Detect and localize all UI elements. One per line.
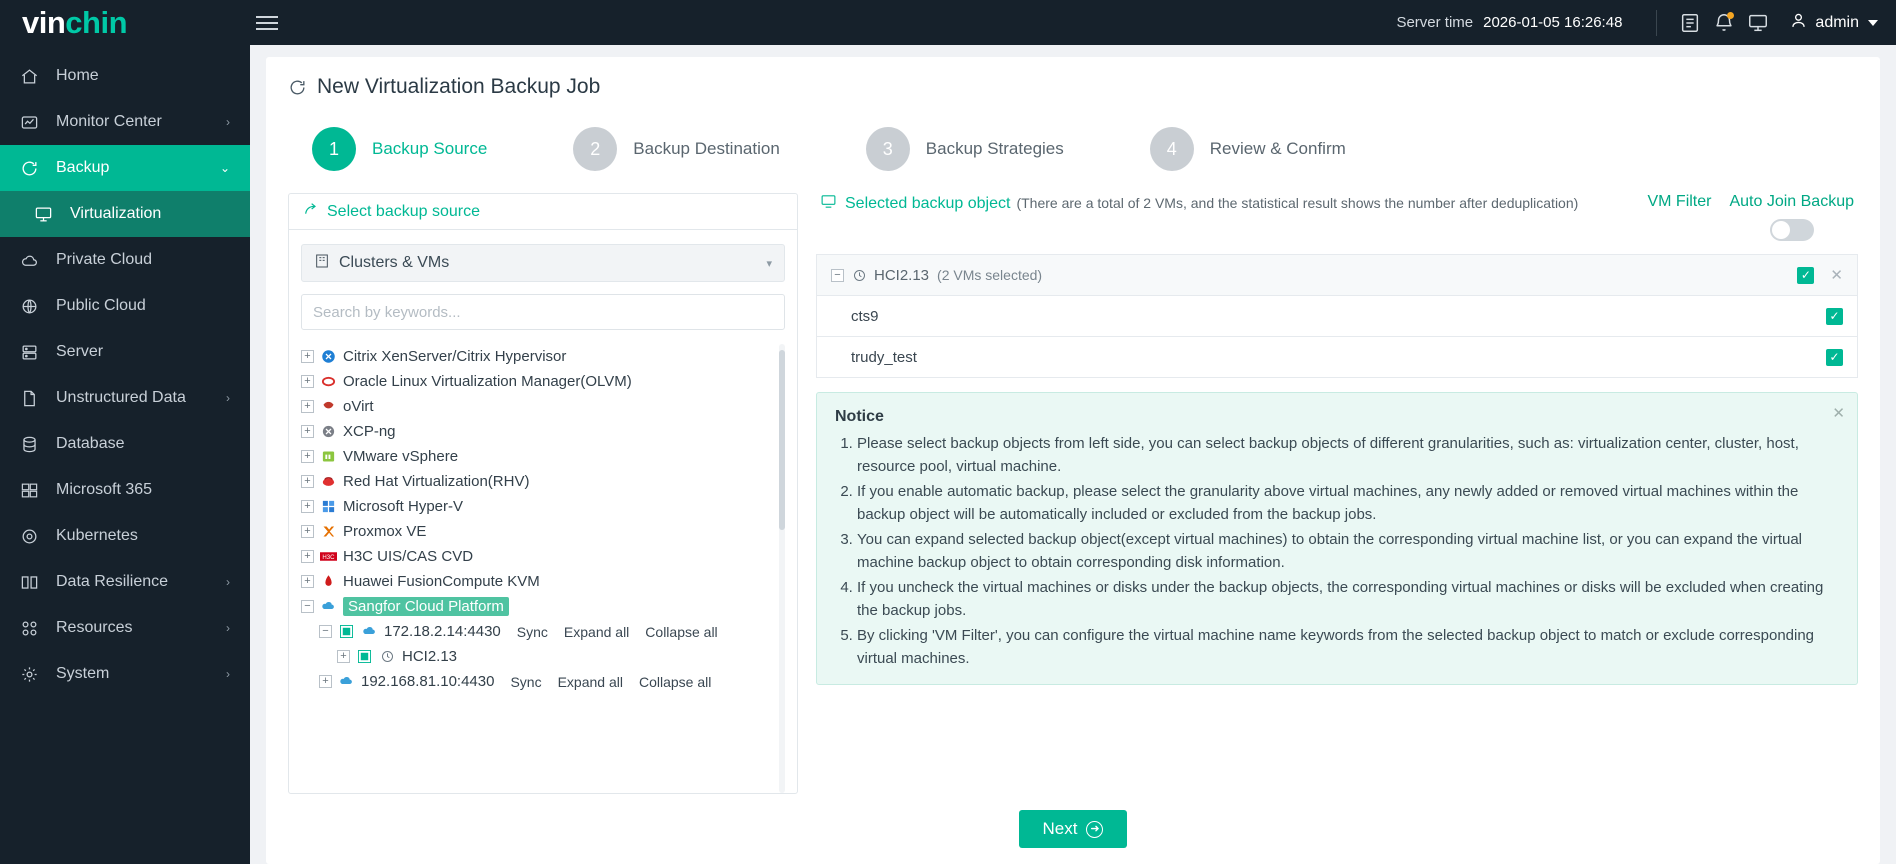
expand-icon[interactable]: +: [301, 450, 314, 463]
tree-label: Huawei FusionCompute KVM: [343, 573, 540, 590]
sidebar-item-home[interactable]: [0, 53, 250, 99]
group-checkbox[interactable]: ✓: [1797, 267, 1814, 284]
sidebar-item-label: Database: [56, 435, 125, 452]
ovirt-icon: [320, 398, 337, 415]
select-backup-source-label: Select backup source: [327, 202, 480, 220]
notice-title: Notice: [835, 408, 884, 425]
backup-icon: [20, 159, 46, 178]
step-label: Review & Confirm: [1209, 139, 1346, 158]
group-label: HCI2.13: [874, 266, 930, 284]
expand-icon[interactable]: +: [301, 575, 314, 588]
vm-checkbox[interactable]: ✓: [1826, 349, 1843, 366]
sidebar-item-label: Unstructured Data: [56, 389, 186, 406]
wizard-footer: [288, 794, 1858, 864]
auto-join-backup-group: [1729, 193, 1854, 241]
sidebar-item-monitor-center[interactable]: [0, 99, 250, 145]
source-type-value: Clusters & VMs: [339, 254, 450, 271]
collapse-icon[interactable]: −: [319, 625, 332, 638]
cluster-vm-icon: [314, 253, 330, 274]
auto-join-backup-toggle[interactable]: [1770, 219, 1814, 241]
brand-text-vin: vin: [22, 4, 66, 40]
page-title-text: New Virtualization Backup Job: [317, 75, 601, 98]
scrollbar-thumb[interactable]: [779, 350, 785, 530]
tree-label: 192.168.81.10:4430: [361, 673, 495, 690]
sidebar-item-database[interactable]: [0, 421, 250, 467]
selected-backup-object-header: [816, 193, 1858, 241]
selected-vm-row[interactable]: [816, 295, 1858, 337]
expand-icon[interactable]: +: [301, 500, 314, 513]
sidebar-item-data-resilience[interactable]: [0, 559, 250, 605]
collapse-all-link[interactable]: Collapse all: [638, 673, 712, 690]
host-icon: [361, 623, 378, 640]
sidebar-item-server[interactable]: [0, 329, 250, 375]
notice-box: [816, 392, 1858, 685]
sidebar-item-label: Home: [56, 67, 99, 84]
chevron-right-icon: ›: [226, 391, 230, 405]
admin-menu[interactable]: [1789, 11, 1878, 35]
tree-row[interactable]: [301, 544, 775, 569]
tree-label: Sangfor Cloud Platform: [343, 597, 509, 616]
sidebar-item-label: Server: [56, 343, 104, 360]
sidebar-item-label: Private Cloud: [56, 251, 153, 268]
olvm-icon: [320, 373, 337, 390]
selected-vm-row[interactable]: [816, 336, 1858, 378]
close-icon[interactable]: ✕: [1832, 405, 1845, 422]
tree-label: Red Hat Virtualization(RHV): [343, 473, 530, 490]
selected-backup-object-panel: [816, 193, 1858, 794]
database-icon: [20, 435, 46, 454]
admin-label: admin: [1815, 13, 1859, 31]
step-number: 1: [312, 127, 356, 171]
notice-item: 3. You can expand selected backup object(except virtual machines) to obtain the corresponding virtual machine list, or you can expand the virtual machine backup object to obtain corresponding disk information.: [857, 528, 1839, 574]
select-backup-source-header: [289, 194, 797, 230]
source-type-select[interactable]: [301, 244, 785, 282]
group-count: (2 VMs selected): [937, 267, 1043, 283]
monitor-center-icon: [20, 113, 46, 132]
checkbox-icon[interactable]: [356, 648, 373, 665]
expand-icon[interactable]: +: [301, 525, 314, 538]
server-time-value: 2026-01-05 16:26:48: [1483, 14, 1623, 31]
tree-row[interactable]: [301, 619, 775, 644]
tree-row[interactable]: [301, 469, 775, 494]
step-backup-strategies[interactable]: [866, 127, 1064, 171]
right-header-actions: [1647, 193, 1854, 241]
tree-row[interactable]: [301, 594, 775, 619]
expand-all-link[interactable]: Expand all: [557, 673, 623, 690]
sidebar-item-label: Resources: [56, 619, 133, 636]
virtualization-icon: [34, 205, 60, 224]
expand-icon[interactable]: +: [301, 375, 314, 388]
chevron-right-icon: ›: [226, 575, 230, 589]
expand-icon[interactable]: +: [301, 400, 314, 413]
vm-label: cts9: [851, 307, 879, 325]
wizard-steps: [288, 109, 1858, 193]
brand-text-chin: chin: [65, 4, 128, 40]
step-label: Backup Destination: [633, 139, 780, 158]
auto-join-backup-label: Auto Join Backup: [1729, 193, 1854, 210]
microsoft365-icon: [20, 481, 46, 500]
tree-label: XCP-ng: [343, 423, 396, 440]
wizard-panel: [266, 57, 1880, 864]
tree-row[interactable]: [301, 494, 775, 519]
top-bar-right: [1396, 6, 1896, 40]
tree-label: oVirt: [343, 398, 374, 415]
chevron-right-icon: ›: [226, 667, 230, 681]
sidebar-item-system[interactable]: [0, 651, 250, 697]
expand-icon[interactable]: +: [301, 350, 314, 363]
sidebar-item-label: Public Cloud: [56, 297, 146, 314]
chevron-right-icon: ›: [226, 115, 230, 129]
sidebar-item-backup[interactable]: [0, 145, 250, 191]
remove-icon[interactable]: ✕: [1830, 267, 1843, 284]
chevron-down-icon: ▾: [766, 257, 772, 270]
data-resilience-icon: [20, 573, 46, 592]
tree-row[interactable]: [301, 419, 775, 444]
search-input[interactable]: [301, 294, 785, 330]
step-backup-destination[interactable]: [573, 127, 779, 171]
expand-icon[interactable]: +: [301, 425, 314, 438]
report-icon[interactable]: [1673, 6, 1707, 40]
share-icon: [303, 201, 319, 222]
select-backup-source-body: [289, 230, 797, 793]
notice-list: [835, 432, 1839, 670]
monitor-icon[interactable]: [1741, 6, 1775, 40]
expand-all-link[interactable]: Expand all: [563, 623, 630, 640]
sidebar-item-microsoft-365[interactable]: [0, 467, 250, 513]
menu-icon[interactable]: [256, 16, 278, 30]
collapse-icon[interactable]: −: [301, 600, 314, 613]
vm-filter-link[interactable]: VM Filter: [1647, 193, 1712, 210]
proxmox-icon: [320, 523, 337, 540]
sidebar: [0, 45, 250, 864]
bell-icon[interactable]: [1707, 6, 1741, 40]
chevron-down-icon: [1868, 20, 1878, 26]
server-time-label: Server time: [1396, 14, 1474, 31]
sidebar-item-virtualization[interactable]: [0, 191, 250, 237]
body-wrap: [0, 45, 1896, 864]
sidebar-item-kubernetes[interactable]: [0, 513, 250, 559]
sidebar-item-unstructured-data[interactable]: [0, 375, 250, 421]
page-title: [288, 75, 1858, 99]
expand-icon[interactable]: +: [319, 675, 332, 688]
sidebar-item-label: Backup: [56, 159, 110, 176]
selected-group-row[interactable]: [816, 254, 1858, 296]
vmware-icon: [320, 448, 337, 465]
step-number: 2: [573, 127, 617, 171]
wizard-columns: [288, 193, 1858, 794]
tree-row[interactable]: [301, 669, 775, 694]
host-icon: [338, 673, 355, 690]
cluster-icon: [852, 268, 867, 283]
unstructured-data-icon: [20, 389, 46, 408]
sidebar-item-resources[interactable]: [0, 605, 250, 651]
sidebar-item-private-cloud[interactable]: [0, 237, 250, 283]
user-icon: [1789, 11, 1808, 35]
arrow-right-icon: ➜: [1086, 821, 1103, 838]
tree-label: VMware vSphere: [343, 448, 459, 465]
resources-icon: [20, 619, 46, 638]
monitor-small-icon: [820, 193, 837, 215]
divider: [1656, 10, 1657, 36]
brand-logo[interactable]: [0, 5, 250, 41]
refresh-icon[interactable]: [288, 78, 307, 97]
sidebar-item-label: Microsoft 365: [56, 481, 153, 498]
content-area: [250, 45, 1896, 864]
selected-objects-list: [816, 255, 1858, 378]
tree-label: Proxmox VE: [343, 523, 427, 540]
toggle-knob: [1772, 221, 1790, 239]
sidebar-item-label: Data Resilience: [56, 573, 169, 590]
sidebar-item-label: System: [56, 665, 110, 682]
tree-label: Oracle Linux Virtualization Manager(OLVM): [343, 373, 632, 390]
redhat-icon: [320, 473, 337, 490]
cluster-icon: [379, 648, 396, 665]
sync-link[interactable]: Sync: [516, 623, 548, 640]
vm-checkbox[interactable]: ✓: [1826, 308, 1843, 325]
step-number: 4: [1150, 127, 1194, 171]
step-label: Backup Strategies: [925, 139, 1064, 158]
tree-row[interactable]: [301, 394, 775, 419]
citrix-icon: [320, 348, 337, 365]
huawei-icon: [320, 573, 337, 590]
sidebar-item-public-cloud[interactable]: [0, 283, 250, 329]
collapse-icon[interactable]: −: [831, 269, 844, 282]
expand-icon[interactable]: +: [337, 650, 350, 663]
tree-row[interactable]: [301, 369, 775, 394]
step-label: Backup Source: [372, 139, 488, 158]
chevron-right-icon: ›: [226, 621, 230, 635]
tree-scrollbar[interactable]: [779, 344, 785, 793]
expand-icon[interactable]: +: [301, 550, 314, 563]
step-number: 3: [866, 127, 910, 171]
private-cloud-icon: [20, 251, 46, 270]
source-tree: [301, 344, 785, 793]
public-cloud-icon: [20, 297, 46, 316]
step-review-confirm[interactable]: [1150, 127, 1346, 171]
top-bar: [0, 0, 1896, 45]
notice-item: 5. By clicking 'VM Filter', you can configure the virtual machine name keywords from the selected backup object to match or exclude corresponding virtual machines.: [857, 624, 1839, 670]
notification-badge: [1727, 12, 1734, 19]
h3c-icon: [320, 548, 337, 565]
expand-icon[interactable]: +: [301, 475, 314, 488]
sidebar-item-label: Virtualization: [70, 205, 162, 222]
sync-link[interactable]: Sync: [510, 673, 542, 690]
hyperv-icon: [320, 498, 337, 515]
checkbox-icon[interactable]: [338, 623, 355, 640]
step-backup-source[interactable]: [312, 127, 487, 171]
sidebar-item-label: Monitor Center: [56, 113, 162, 130]
tree-row[interactable]: [301, 519, 775, 544]
svg-text:H3C: H3C: [322, 554, 335, 561]
dedup-note: (There are a total of 2 VMs, and the statistical result shows the number after deduplication): [1016, 195, 1579, 211]
sidebar-item-label: Kubernetes: [56, 527, 138, 544]
kubernetes-icon: [20, 527, 46, 546]
selected-backup-object-title: [820, 193, 1010, 215]
tree-label: HCI2.13: [402, 648, 458, 665]
notice-item: 1. Please select backup objects from left side, you can select backup objects of different granularities, such as: virtualization center, cluster, host, resource pool, virtual machine.: [857, 432, 1839, 478]
tree-row[interactable]: [301, 344, 775, 369]
notice-item: 2. If you enable automatic backup, please select the granularity above virtual machines, any newly added or removed virtual machines within the backup object will be automatically included or excluded from the backup jobs.: [857, 480, 1839, 526]
tree-label: Citrix XenServer/Citrix Hypervisor: [343, 348, 567, 365]
selected-backup-object-label: Selected backup object: [845, 195, 1011, 212]
tree-row[interactable]: [301, 644, 775, 669]
vm-label: trudy_test: [851, 348, 917, 366]
chevron-down-icon: ⌄: [219, 161, 230, 175]
tree-label: 172.18.2.14:4430: [384, 623, 501, 640]
home-icon: [20, 67, 46, 86]
next-button[interactable]: [1019, 810, 1128, 848]
next-button-label: Next: [1042, 819, 1078, 838]
select-backup-source-panel: [288, 193, 798, 794]
system-icon: [20, 665, 46, 684]
notice-item: 4. If you uncheck the virtual machines or disks under the backup objects, the corresponding virtual machines or disks will be excluded when creating the backup jobs.: [857, 576, 1839, 622]
tree-row[interactable]: [301, 444, 775, 469]
server-icon: [20, 343, 46, 362]
tree-label: H3C UIS/CAS CVD: [343, 548, 474, 565]
collapse-all-link[interactable]: Collapse all: [645, 623, 718, 640]
tree-row[interactable]: [301, 569, 775, 594]
xcpng-icon: [320, 423, 337, 440]
sangfor-icon: [320, 598, 337, 615]
tree-label: Microsoft Hyper-V: [343, 498, 464, 515]
